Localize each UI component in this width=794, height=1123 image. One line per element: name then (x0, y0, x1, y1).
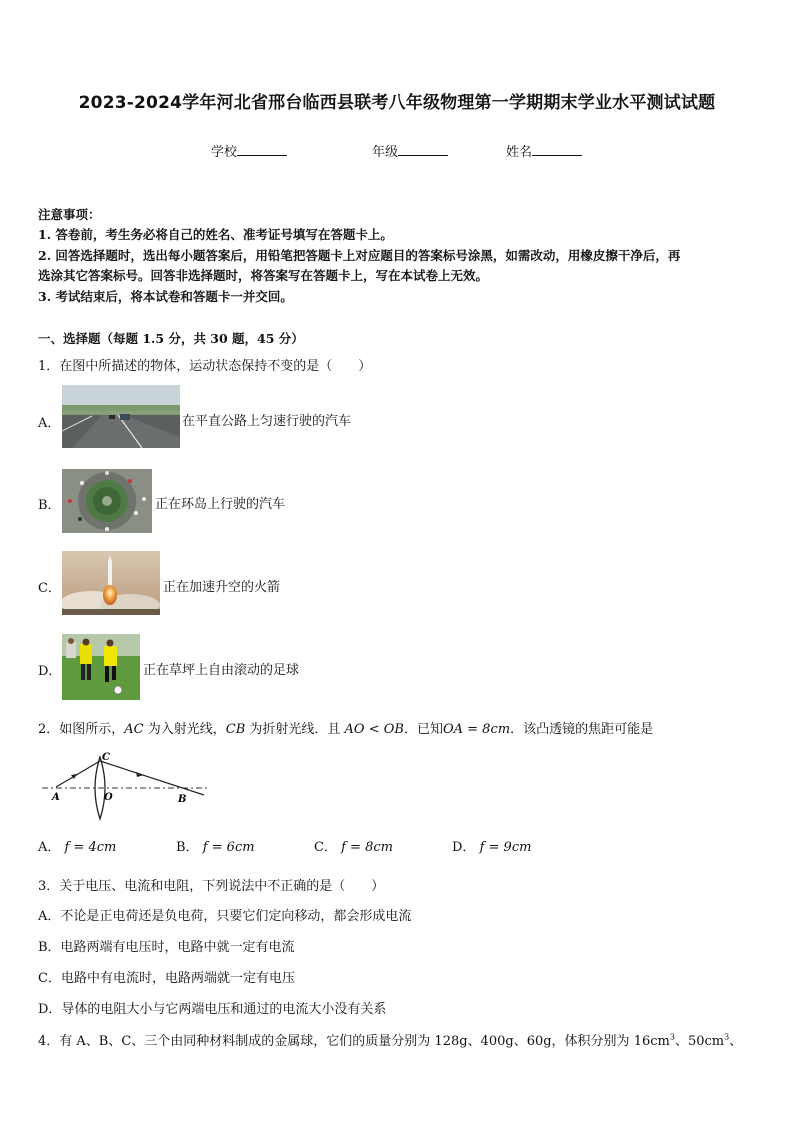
convex-lens-diagram (40, 747, 210, 821)
diagram-label-a: A (52, 792, 60, 803)
name-label: 姓名 (506, 145, 533, 160)
question-3-stem: 3．关于电压、电流和电阻，下列说法中不正确的是（ ） (38, 879, 385, 894)
q2-choice-label: D． (452, 840, 476, 855)
q2-choice-label: A． (38, 840, 61, 855)
q3-option-d[interactable]: D．导体的电阻大小与它两端电压和通过的电流大小没有关系 (38, 1002, 387, 1017)
section-heading: 一、选择题（每题 1.5 分，共 30 题，45 分） (38, 331, 304, 346)
q2-cb-symbol: CB (225, 722, 246, 737)
q1-option-b-label[interactable]: B． (38, 498, 61, 513)
diagram-label-b: B (178, 794, 187, 805)
name-blank[interactable] (532, 142, 582, 156)
grade-field[interactable] (372, 141, 448, 160)
roundabout-photo (62, 469, 152, 533)
q1-option-b-text: 正在环岛上行驶的汽车 (155, 497, 286, 512)
notice-item: 2. 回答选择题时，选出每小题答案后，用铅笔把答题卡上对应题目的答案标号涂黑，如需改动，用橡皮擦干净后，再 (38, 248, 681, 263)
name-field[interactable] (506, 141, 582, 160)
football-photo (62, 634, 140, 700)
highway-car-photo (62, 385, 180, 448)
q3-option-b[interactable]: B．电路两端有电压时，电路中就一定有电流 (38, 940, 295, 955)
q4-superscript: 3 (724, 1032, 730, 1042)
q1-option-c-text: 正在加速升空的火箭 (163, 580, 281, 595)
school-label: 学校 (211, 145, 238, 160)
diagram-label-o: O (104, 792, 113, 803)
q2-choice-value: f = 9cm (479, 840, 532, 855)
q2-stem-part: ．已知 (403, 722, 443, 737)
q2-stem-part: 2．如图所示， (38, 722, 125, 737)
grade-label: 年级 (372, 145, 399, 160)
question-2-stem (38, 718, 653, 737)
q2-choice-c[interactable] (314, 836, 393, 855)
q1-option-c-label[interactable]: C． (38, 581, 61, 596)
q2-choice-label: C． (314, 840, 337, 855)
q2-choice-b[interactable] (176, 836, 255, 855)
q1-option-d-label[interactable]: D． (38, 664, 62, 679)
q2-choice-a[interactable] (38, 836, 116, 855)
school-field[interactable] (211, 141, 287, 160)
notice-item: 3. 考试结束后，将本试卷和答题卡一并交回。 (38, 289, 293, 304)
diagram-label-c: C (102, 752, 110, 763)
q2-ac-symbol: AC (124, 722, 144, 737)
q2-stem-part: 为折射光线．且 (245, 722, 345, 737)
notice-item: 选涂其它答案标号。回答非选择题时，将答案写在答题卡上，写在本试卷上无效。 (38, 268, 489, 283)
notice-item: 1. 答卷前，考生务必将自己的姓名、准考证号填写在答题卡上。 (38, 227, 393, 242)
q4-superscript: 3 (669, 1032, 675, 1042)
q2-choice-value: f = 6cm (202, 840, 255, 855)
q1-option-a-text: 在平直公路上匀速行驶的汽车 (182, 414, 352, 429)
q4-stem-part: 4．有 A、B、C、三个由同种材料制成的金属球，它们的质量分别为 128g、400g、60g，体积分别为 16cm (38, 1034, 670, 1049)
q2-stem-part: 为入射光线， (143, 722, 226, 737)
rocket-launch-photo (62, 551, 160, 615)
q3-option-a[interactable]: A．不论是正电荷还是负电荷，只要它们定向移动，都会形成电流 (38, 909, 412, 924)
q4-stem-part: 、50cm (674, 1034, 725, 1049)
notice-heading: 注意事项： (38, 207, 101, 222)
q4-stem-part: 、 (729, 1034, 743, 1049)
q2-choice-label: B． (176, 840, 199, 855)
q2-choice-d[interactable] (452, 836, 531, 855)
q2-given: OA = 8cm (442, 722, 511, 737)
question-1-stem: 1．在图中所描述的物体，运动状态保持不变的是（ ） (38, 359, 372, 374)
page-title: 2023-2024学年河北省邢台临西县联考八年级物理第一学期期末学业水平测试试题 (78, 93, 716, 113)
q2-choice-value: f = 8cm (341, 840, 393, 855)
school-blank[interactable] (237, 142, 287, 156)
q1-option-a-label[interactable]: A． (38, 416, 61, 431)
q1-option-d-text: 正在草坪上自由滚动的足球 (143, 663, 300, 678)
question-4-stem (38, 1030, 742, 1049)
q3-option-c[interactable]: C．电路中有电流时，电路两端就一定有电压 (38, 971, 295, 986)
grade-blank[interactable] (398, 142, 448, 156)
q2-choice-value: f = 4cm (64, 840, 117, 855)
q2-condition: AO < OB (344, 722, 404, 737)
q2-stem-part: ．该凸透镜的焦距可能是 (510, 722, 654, 737)
